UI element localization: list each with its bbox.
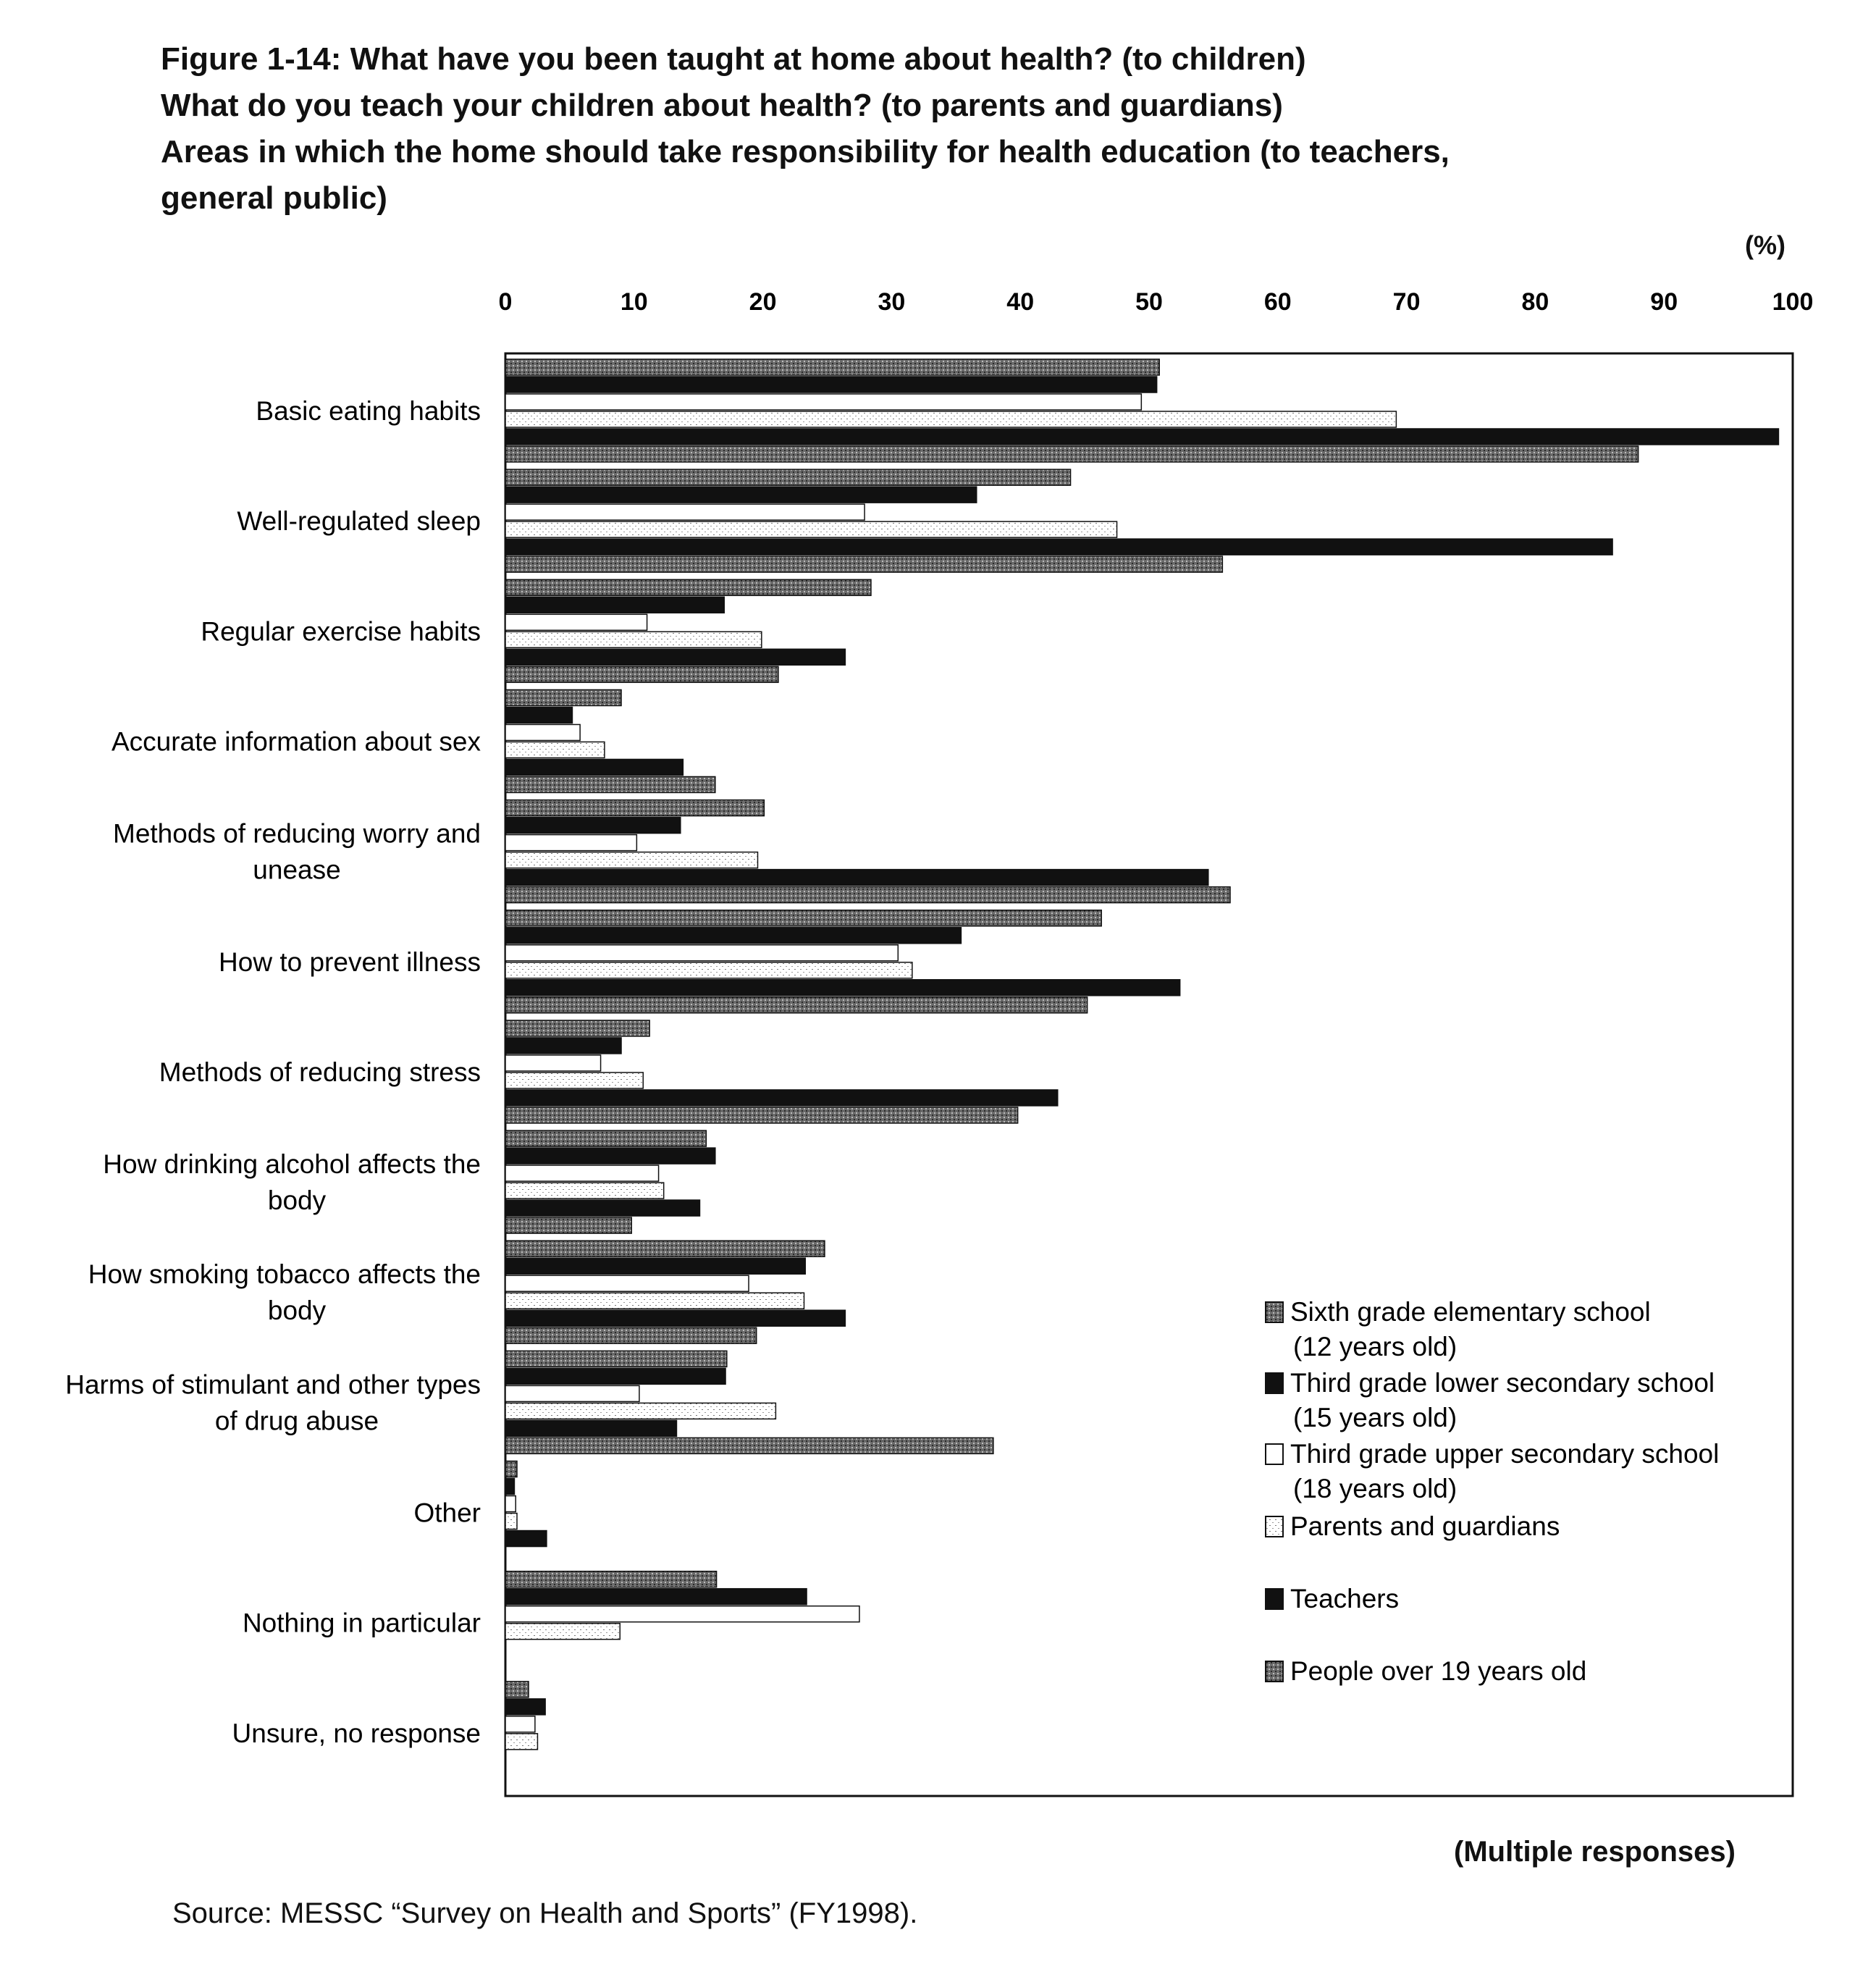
bar: [505, 707, 572, 723]
legend-label: Sixth grade elementary school: [1290, 1297, 1651, 1327]
category-label: Nothing in particular: [242, 1608, 481, 1638]
x-tick-label: 90: [1650, 288, 1678, 316]
bar: [505, 1571, 717, 1587]
bar: [505, 852, 757, 868]
legend-label: (12 years old): [1293, 1332, 1458, 1361]
legend-swatch: [1266, 1589, 1283, 1609]
x-tick-label: 70: [1392, 288, 1421, 316]
category-label: Basic eating habits: [256, 396, 481, 426]
legend-label: Third grade upper secondary school: [1290, 1439, 1720, 1469]
title-line-4: general public): [161, 180, 387, 216]
bar: [505, 614, 647, 630]
bar: [505, 1531, 547, 1547]
bar: [505, 1461, 517, 1477]
bar: [505, 1055, 601, 1071]
bar: [505, 446, 1639, 462]
bar: [505, 1385, 639, 1401]
category-label: Methods of reducing stress: [159, 1057, 481, 1087]
bar: [505, 1275, 749, 1291]
bar: [505, 1699, 545, 1715]
legend-swatch: [1266, 1444, 1283, 1464]
multiple-responses-note: (Multiple responses): [1454, 1836, 1736, 1868]
bar: [505, 945, 898, 961]
legend-swatch: [1266, 1661, 1283, 1682]
bar: [505, 1624, 620, 1640]
x-tick-label: 10: [620, 288, 648, 316]
bar: [505, 1368, 725, 1384]
x-tick-label: 80: [1521, 288, 1549, 316]
legend-label: Third grade lower secondary school: [1290, 1368, 1715, 1398]
category-label: How smoking tobacco affects the: [88, 1259, 481, 1290]
bar: [505, 487, 977, 503]
bar: [505, 835, 636, 851]
legend-label: Teachers: [1290, 1584, 1400, 1613]
x-tick-label: 40: [1006, 288, 1035, 316]
bar: [505, 1734, 537, 1750]
unit-label: (%): [1745, 230, 1785, 260]
x-tick-label: 30: [878, 288, 906, 316]
bar: [505, 579, 871, 595]
bar: [505, 649, 845, 665]
bar: [505, 1479, 514, 1495]
bar: [505, 469, 1071, 485]
bar: [505, 1682, 529, 1697]
bar: [505, 411, 1396, 427]
category-label: Accurate information about sex: [111, 726, 481, 757]
x-tick-label: 0: [498, 288, 513, 316]
bar: [505, 776, 715, 792]
bar: [505, 1258, 805, 1274]
bar: [505, 394, 1141, 410]
bar: [505, 539, 1612, 555]
bar: [505, 800, 764, 816]
legend-swatch: [1266, 1373, 1283, 1393]
legend-label: People over 19 years old: [1290, 1656, 1587, 1686]
bar: [505, 1183, 664, 1199]
bar: [505, 377, 1157, 393]
legend-swatch: [1266, 1302, 1283, 1322]
bar: [505, 980, 1180, 996]
bar: [505, 1496, 516, 1512]
category-label: Harms of stimulant and other types: [65, 1369, 481, 1400]
bar: [505, 1217, 631, 1233]
bar: [505, 1038, 621, 1054]
legend-label: Parents and guardians: [1290, 1511, 1560, 1541]
category-label: Well-regulated sleep: [237, 506, 481, 537]
bar: [505, 870, 1208, 886]
bar: [505, 1241, 825, 1256]
bar: [505, 631, 762, 647]
bar: [505, 928, 961, 944]
bar: [505, 997, 1088, 1013]
bar: [505, 1148, 715, 1164]
source-note: Source: MESSC “Survey on Health and Sports” (FY1998).: [172, 1897, 918, 1929]
title-line-1: Figure 1-14: What have you been taught at home about health? (to children): [161, 41, 1306, 77]
bar: [505, 1090, 1058, 1106]
bar: [505, 1403, 775, 1419]
bar: [505, 1130, 706, 1146]
bar: [505, 1020, 649, 1036]
bar: [505, 818, 681, 834]
legend-swatch: [1266, 1516, 1283, 1537]
legend-label: (15 years old): [1293, 1403, 1458, 1432]
bar: [505, 1420, 676, 1436]
bar: [505, 1351, 727, 1367]
legend-label: (18 years old): [1293, 1474, 1458, 1503]
title-line-2: What do you teach your children about health? (to parents and guardians): [161, 88, 1283, 123]
bar: [505, 1514, 517, 1529]
bar: [505, 429, 1778, 445]
category-label: body: [267, 1185, 327, 1216]
bar: [505, 504, 865, 520]
bar: [505, 521, 1117, 537]
x-tick-label: 50: [1135, 288, 1163, 316]
category-label: Other: [413, 1498, 481, 1528]
bar: [505, 359, 1159, 375]
bar: [505, 1165, 659, 1181]
bar: [505, 1107, 1018, 1123]
bar: [505, 759, 683, 775]
x-tick-label: 20: [749, 288, 777, 316]
bar: [505, 1200, 699, 1216]
title-line-3: Areas in which the home should take responsibility for health education (to teachers,: [161, 134, 1450, 169]
category-label: body: [267, 1296, 327, 1326]
bar: [505, 1327, 757, 1343]
bar: [505, 1073, 643, 1088]
category-label: How to prevent illness: [219, 947, 481, 977]
bar: [505, 910, 1101, 926]
bar: [505, 1438, 993, 1453]
x-tick-label: 60: [1263, 288, 1292, 316]
bar: [505, 1716, 535, 1732]
category-label: unease: [253, 855, 341, 885]
category-label: How drinking alcohol affects the: [103, 1149, 481, 1180]
category-label: Unsure, no response: [232, 1718, 481, 1748]
bar: [505, 666, 778, 682]
bar: [505, 1310, 845, 1326]
bar: [505, 887, 1230, 903]
bar: [505, 597, 724, 613]
x-tick-label: 100: [1772, 288, 1814, 316]
bar: [505, 689, 621, 705]
category-label: Regular exercise habits: [201, 616, 481, 647]
category-label: Methods of reducing worry and: [113, 818, 481, 849]
bar: [505, 742, 605, 758]
bar: [505, 556, 1222, 572]
bar: [505, 724, 580, 740]
bar: [505, 1606, 859, 1622]
bar: [505, 962, 912, 978]
bar: [505, 1293, 804, 1309]
bar: [505, 1589, 807, 1605]
category-label: of drug abuse: [214, 1406, 379, 1436]
